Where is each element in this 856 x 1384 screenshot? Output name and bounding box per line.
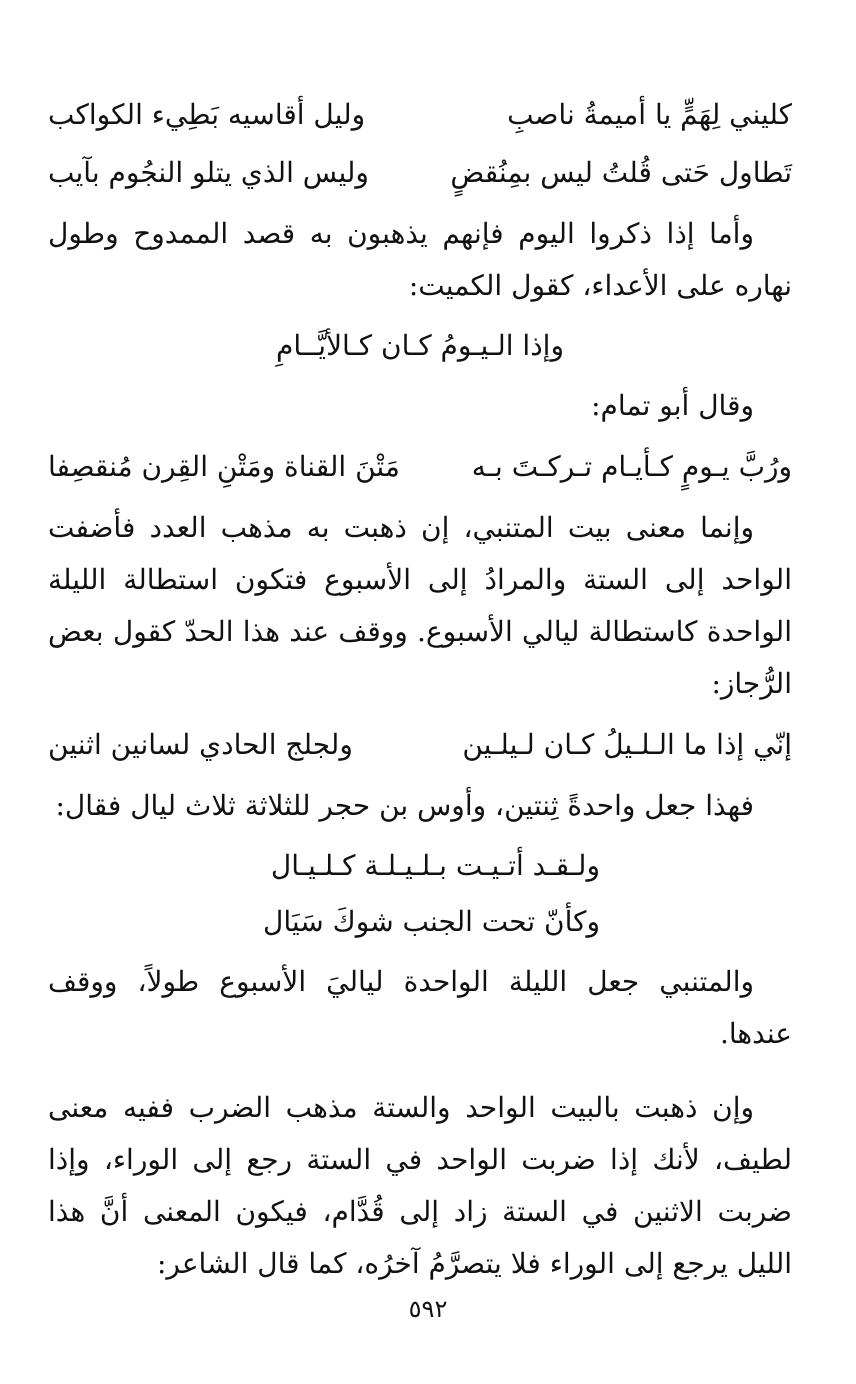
paragraph-aws-intro: فهذا جعل واحدةً ثِنتين، وأوس بن حجر للثلاثة ثلاث ليال فقال: bbox=[55, 789, 754, 822]
verse-first-hemistich: تَطاول حَتى قُلتُ ليس بمِنُقضٍ bbox=[450, 156, 792, 189]
verse-first-hemistich: كليني لِهَمٍّ يا أميمةُ ناصبِ bbox=[507, 98, 792, 131]
verse-kumayt: وإذا الـيـومُ كـان كـالأيَّــامِ bbox=[276, 329, 564, 362]
verse-rajaz bbox=[48, 716, 792, 774]
paragraph-multiplication: وإن ذهبت بالبيت الواحد والستة مذهب الضرب ففيه معنى لطيف، لأنك إذا ضربت الواحد في الستة رجع إلى الوراء، وإذا ضربت الاثنين في الستة زاد إلى قُدَّام، فيكون المعنى أنَّ هذا الليل يرجع إلى الوراء فلا يتصرَّمُ آخرُه، كما قال الشاعر: bbox=[48, 1091, 792, 1280]
verse-second-hemistich: مَتْنَ القناة ومَتْنِ القِرن مُنقصِفا bbox=[48, 450, 400, 483]
paragraph-mutanabbi-nights: والمتنبي جعل الليلة الواحدة لياليَ الأسبوع طولاً، ووقف عندها. bbox=[48, 965, 792, 1050]
verse-aws bbox=[240, 838, 600, 950]
page-number: ٥٩٢ bbox=[408, 1295, 448, 1323]
paragraph-mutanabbi-meaning: وإنما معنى بيت المتنبي، إن ذهبت به مذهب العدد فأضفت الواحد إلى الستة والمرادُ إلى الأسبوع فتكون استطالة الليلة الواحدة كاستطالة ليالي الأسبوع. ووقف عند هذا الحدّ كقول بعض الرُّجاز: bbox=[48, 511, 792, 700]
abu-tammam-intro: وقال أبو تمام: bbox=[591, 389, 754, 422]
verse-second-hemistich: وليل أقاسيه بَطِيء الكواكب bbox=[48, 98, 366, 131]
page-body bbox=[48, 86, 792, 1296]
verse-aws-line-2: وكأنّ تحت الجنب شوكَ سَيَال bbox=[262, 905, 600, 938]
poem-verse-2 bbox=[48, 144, 792, 202]
verse-second-hemistich: ولجلج الحادي لسانين اثنين bbox=[48, 728, 353, 761]
verse-first-hemistich: إنّي إذا ما الـلـيلُ كـان لـيلـين bbox=[462, 728, 792, 761]
paragraph-kumayt-intro: وأما إذا ذكروا اليوم فإنهم يذهبون به قصد الممدوح وطول نهاره على الأعداء، كقول الكميت: bbox=[48, 217, 792, 302]
verse-first-hemistich: ورُبَّ يـومٍ كـأيـام تـركـتَ بـه bbox=[471, 450, 792, 483]
verse-aws-line-1: ولـقـد أتـيـت بـلـيـلـة كـلـيـال bbox=[270, 849, 600, 882]
verse-second-hemistich: وليس الذي يتلو النجُوم بآيب bbox=[48, 156, 369, 189]
verse-abu-tammam bbox=[48, 438, 792, 496]
poem-verse-1 bbox=[48, 86, 792, 144]
